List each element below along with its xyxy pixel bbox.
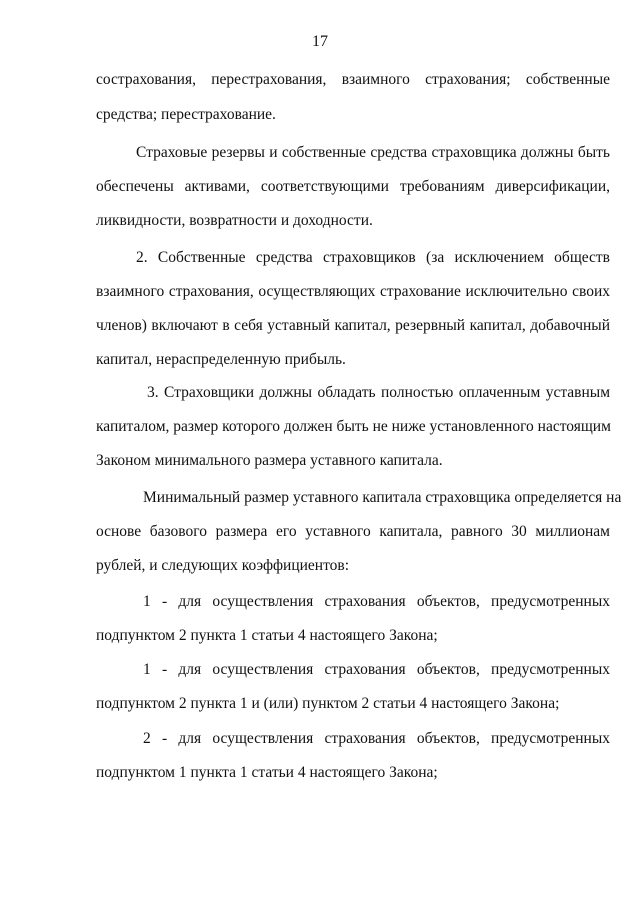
text-line: подпунктом 2 пункта 1 статьи 4 настоящего Закона; (96, 627, 438, 644)
page-number: 17 (312, 33, 328, 50)
text-line: 1 - для осуществления страхования объектов, предусмотренных (143, 661, 610, 678)
text-line: 3. Страховщики должны обладать полностью оплаченным уставным (147, 384, 610, 401)
text-line: подпунктом 1 пункта 1 статьи 4 настоящего Закона; (96, 764, 438, 781)
text-line: взаимного страхования, осуществляющих страхование исключительно своих (96, 283, 610, 300)
text-line: Законом минимального размера уставного капитала. (96, 452, 443, 469)
text-line: членов) включают в себя уставный капитал, резервный капитал, добавочный (96, 317, 610, 334)
text-line: капиталом, размер которого должен быть не ниже установленного настоящим (96, 418, 611, 435)
text-line: 2 - для осуществления страхования объектов, предусмотренных (143, 730, 610, 747)
text-line: Минимальный размер уставного капитала страховщика определяется на (143, 489, 622, 506)
text-line: ликвидности, возвратности и доходности. (96, 212, 373, 229)
text-line: сострахования, перестрахования, взаимного страхования; собственные (96, 71, 610, 88)
text-line: 1 - для осуществления страхования объектов, предусмотренных (143, 593, 610, 610)
text-line: Страховые резервы и собственные средства страховщика должны быть (136, 144, 610, 161)
text-line: основе базового размера его уставного капитала, равного 30 миллионам (96, 523, 610, 540)
text-line: средства; перестрахование. (96, 106, 276, 123)
text-line: капитал, нераспределенную прибыль. (96, 351, 346, 368)
text-line: подпунктом 2 пункта 1 и (или) пунктом 2 статьи 4 настоящего Закона; (96, 695, 560, 712)
text-line: 2. Собственные средства страховщиков (за исключением обществ (136, 249, 610, 266)
text-line: обеспечены активами, соответствующими требованиям диверсификации, (96, 178, 610, 195)
text-line: рублей, и следующих коэффициентов: (96, 557, 350, 574)
